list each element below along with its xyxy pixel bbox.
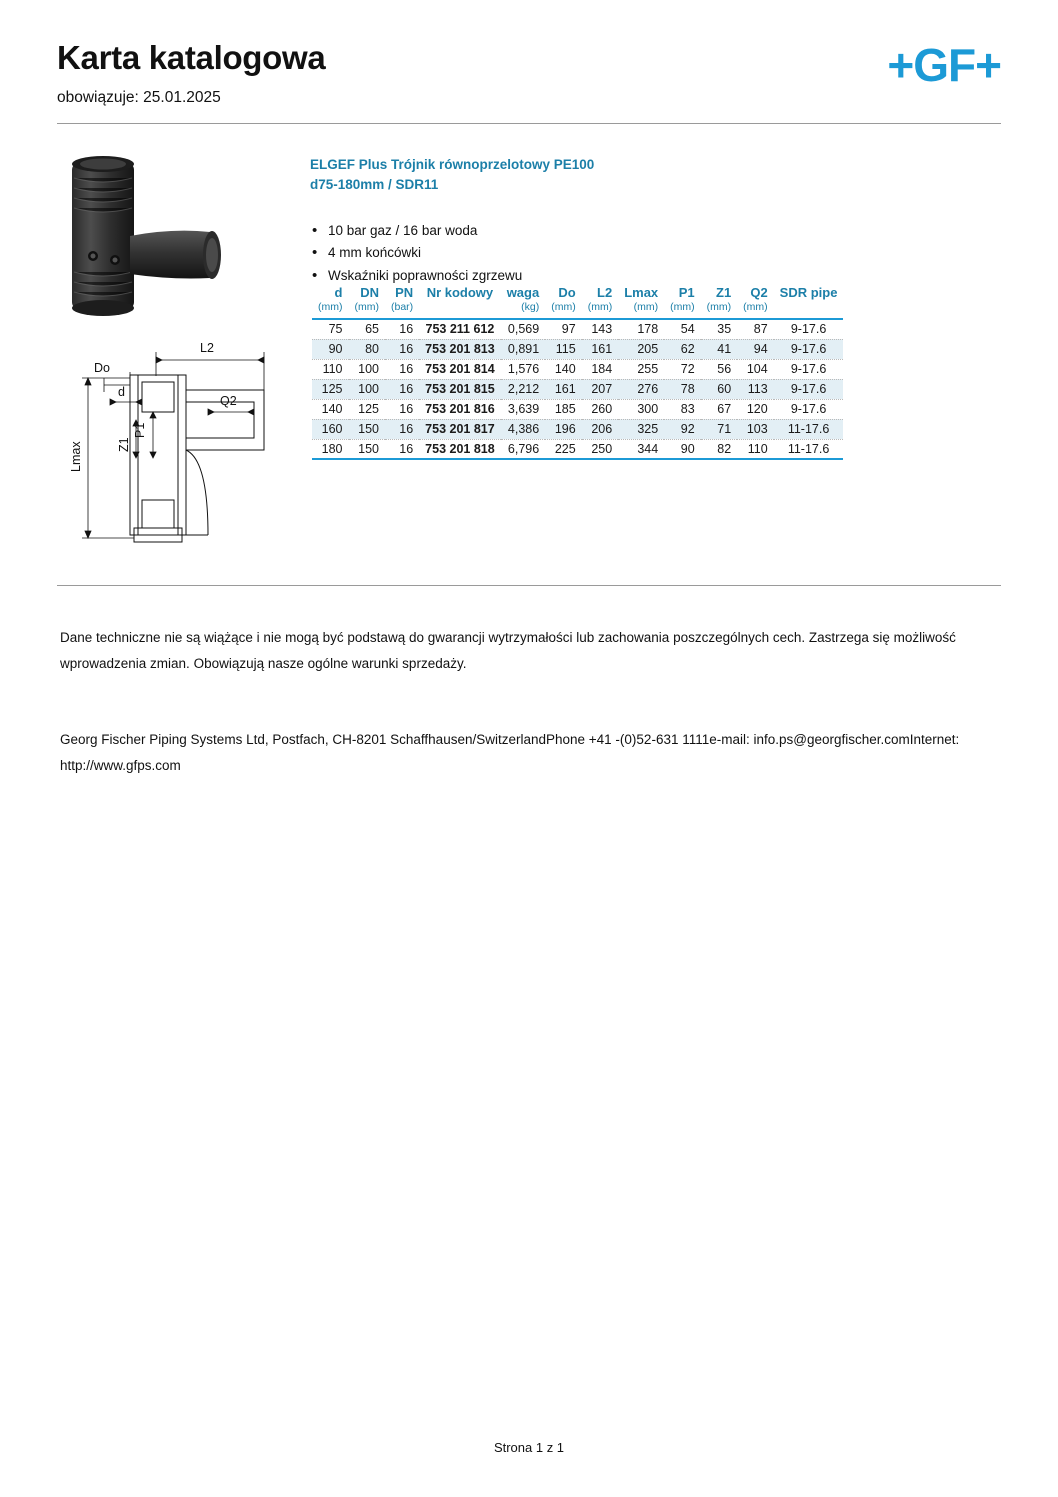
unit-code (419, 301, 501, 319)
cell-pn: 16 (385, 359, 419, 379)
cell-l2: 206 (582, 419, 619, 439)
cell-dn: 65 (349, 319, 386, 339)
table-row (312, 419, 843, 439)
cell-weight: 0,569 (501, 319, 546, 339)
cell-weight: 3,639 (501, 399, 546, 419)
unit-do: (mm) (545, 301, 582, 319)
product-info (310, 155, 910, 287)
cell-pn: 16 (385, 319, 419, 339)
cell-weight: 6,796 (501, 439, 546, 459)
dim-label-l2: L2 (200, 341, 214, 355)
cell-l2: 260 (582, 399, 619, 419)
cell-q2: 110 (737, 439, 774, 459)
cell-p1: 72 (664, 359, 701, 379)
table-row (312, 359, 843, 379)
cell-d: 110 (312, 359, 349, 379)
col-lmax: Lmax (624, 285, 659, 300)
cell-dn: 150 (349, 419, 386, 439)
cell-sdr: 11-17.6 (774, 439, 844, 459)
technical-drawing-image (58, 330, 308, 565)
col-weight: waga (506, 285, 540, 300)
cell-code: 753 201 813 (419, 339, 501, 359)
cell-dn: 100 (349, 379, 386, 399)
cell-dn: 100 (349, 359, 386, 379)
cell-l2: 207 (582, 379, 619, 399)
unit-weight: (kg) (501, 301, 546, 319)
unit-z1: (mm) (701, 301, 738, 319)
col-dn: DN (360, 285, 379, 300)
cell-pn: 16 (385, 339, 419, 359)
cell-d: 140 (312, 399, 349, 419)
page-number: Strona 1 z 1 (493, 1440, 565, 1455)
dim-label-d: d (118, 385, 125, 399)
cell-weight: 1,576 (501, 359, 546, 379)
list-item: • 4 mm końcówki (310, 242, 910, 264)
cell-z1: 56 (701, 359, 738, 379)
cell-lmax: 300 (618, 399, 664, 419)
dim-label-lmax: Lmax (69, 441, 83, 472)
dim-label-do: Do (94, 361, 110, 375)
footer-divider (57, 585, 1001, 586)
cell-dn: 80 (349, 339, 386, 359)
cell-weight: 4,386 (501, 419, 546, 439)
product-title-line1: ELGEF Plus Trójnik równoprzelotowy PE100 (310, 157, 595, 172)
cell-p1: 92 (664, 419, 701, 439)
cell-z1: 35 (701, 319, 738, 339)
cell-lmax: 205 (618, 339, 664, 359)
cell-pn: 16 (385, 419, 419, 439)
cell-d: 160 (312, 419, 349, 439)
cell-lmax: 255 (618, 359, 664, 379)
cell-p1: 54 (664, 319, 701, 339)
col-z1: Z1 (716, 285, 732, 300)
col-q2: Q2 (750, 285, 768, 300)
cell-sdr: 9-17.6 (774, 379, 844, 399)
cell-do: 140 (545, 359, 582, 379)
cell-p1: 83 (664, 399, 701, 419)
cell-weight: 0,891 (501, 339, 546, 359)
col-d: d (334, 285, 343, 300)
cell-z1: 41 (701, 339, 738, 359)
cell-sdr: 9-17.6 (774, 359, 844, 379)
cell-pn: 16 (385, 439, 419, 459)
page-header (57, 40, 1001, 107)
cell-code: 753 201 818 (419, 439, 501, 459)
table-row (312, 379, 843, 399)
cell-l2: 161 (582, 339, 619, 359)
cell-do: 225 (545, 439, 582, 459)
cell-z1: 60 (701, 379, 738, 399)
unit-p1: (mm) (664, 301, 701, 319)
table-row (312, 339, 843, 359)
cell-d: 125 (312, 379, 349, 399)
page-title: Karta katalogowa (57, 39, 326, 76)
product-title (310, 155, 910, 194)
cell-code: 753 201 815 (419, 379, 501, 399)
cell-do: 185 (545, 399, 582, 419)
cell-do: 97 (545, 319, 582, 339)
cell-q2: 103 (737, 419, 774, 439)
cell-lmax: 344 (618, 439, 664, 459)
cell-lmax: 276 (618, 379, 664, 399)
unit-sdr (774, 301, 844, 319)
cell-sdr: 9-17.6 (774, 339, 844, 359)
cell-do: 161 (545, 379, 582, 399)
cell-do: 196 (545, 419, 582, 439)
cell-l2: 184 (582, 359, 619, 379)
disclaimer-text: Dane techniczne nie są wiążące i nie mogą być podstawą do gwarancji wytrzymałości lub zachowania poszczególnych cech. Zastrzega się możliwość wprowadzenia zmian. Obowiązują nasze ogólne warunki sprzedaży. (60, 630, 956, 671)
dim-label-z1: Z1 (117, 437, 131, 452)
validity-date: obowiązuje: 25.01.2025 (57, 89, 221, 107)
cell-lmax: 325 (618, 419, 664, 439)
cell-d: 90 (312, 339, 349, 359)
cell-l2: 143 (582, 319, 619, 339)
header-divider (57, 123, 1001, 124)
cell-l2: 250 (582, 439, 619, 459)
unit-q2: (mm) (737, 301, 774, 319)
cell-code: 753 201 814 (419, 359, 501, 379)
technical-drawing (58, 330, 308, 565)
unit-l2: (mm) (582, 301, 619, 319)
table-row (312, 439, 843, 459)
cell-q2: 120 (737, 399, 774, 419)
unit-dn: (mm) (349, 301, 386, 319)
product-photo-image (60, 148, 250, 323)
col-do: Do (558, 285, 576, 300)
product-photo (60, 148, 250, 323)
table-row (312, 319, 843, 339)
cell-z1: 67 (701, 399, 738, 419)
cell-sdr: 11-17.6 (774, 419, 844, 439)
cell-p1: 90 (664, 439, 701, 459)
cell-code: 753 201 816 (419, 399, 501, 419)
list-item: • Wskaźniki poprawności zgrzewu (310, 265, 910, 287)
cell-p1: 78 (664, 379, 701, 399)
cell-weight: 2,212 (501, 379, 546, 399)
unit-pn: (bar) (385, 301, 419, 319)
cell-d: 180 (312, 439, 349, 459)
product-features (310, 220, 910, 287)
unit-lmax: (mm) (618, 301, 664, 319)
cell-p1: 62 (664, 339, 701, 359)
company-address: Georg Fischer Piping Systems Ltd, Postfach, CH-8201 Schaffhausen/SwitzerlandPhone +41 -(0)52-631 1111e-mail: info.ps@georgfischer.comInternet: http://www.gfps.com (60, 732, 960, 773)
cell-d: 75 (312, 319, 349, 339)
col-sdr: SDR pipe (779, 285, 838, 300)
cell-q2: 87 (737, 319, 774, 339)
cell-code: 753 211 612 (419, 319, 501, 339)
cell-z1: 71 (701, 419, 738, 439)
cell-lmax: 178 (618, 319, 664, 339)
cell-do: 115 (545, 339, 582, 359)
cell-dn: 150 (349, 439, 386, 459)
table-row (312, 399, 843, 419)
cell-q2: 104 (737, 359, 774, 379)
table-units-row (312, 301, 843, 319)
dim-label-q2: Q2 (220, 394, 237, 408)
cell-pn: 16 (385, 399, 419, 419)
list-item: • 10 bar gaz / 16 bar woda (310, 220, 910, 242)
table-header-row (312, 285, 843, 301)
table-head (312, 285, 843, 319)
product-title-line2: d75-180mm / SDR11 (310, 176, 439, 192)
cell-pn: 16 (385, 379, 419, 399)
cell-z1: 82 (701, 439, 738, 459)
col-pn: PN (395, 285, 414, 300)
cell-q2: 94 (737, 339, 774, 359)
cell-sdr: 9-17.6 (774, 399, 844, 419)
cell-dn: 125 (349, 399, 386, 419)
product-data-table (312, 285, 843, 460)
cell-code: 753 201 817 (419, 419, 501, 439)
col-code: Nr kodowy (426, 285, 494, 300)
table-body (312, 319, 843, 459)
dim-label-p1: P1 (133, 422, 147, 438)
cell-q2: 113 (737, 379, 774, 399)
col-l2: L2 (597, 285, 613, 300)
gf-logo: +GF+ (887, 39, 1001, 91)
cell-sdr: 9-17.6 (774, 319, 844, 339)
col-p1: P1 (678, 285, 695, 300)
unit-d: (mm) (312, 301, 349, 319)
